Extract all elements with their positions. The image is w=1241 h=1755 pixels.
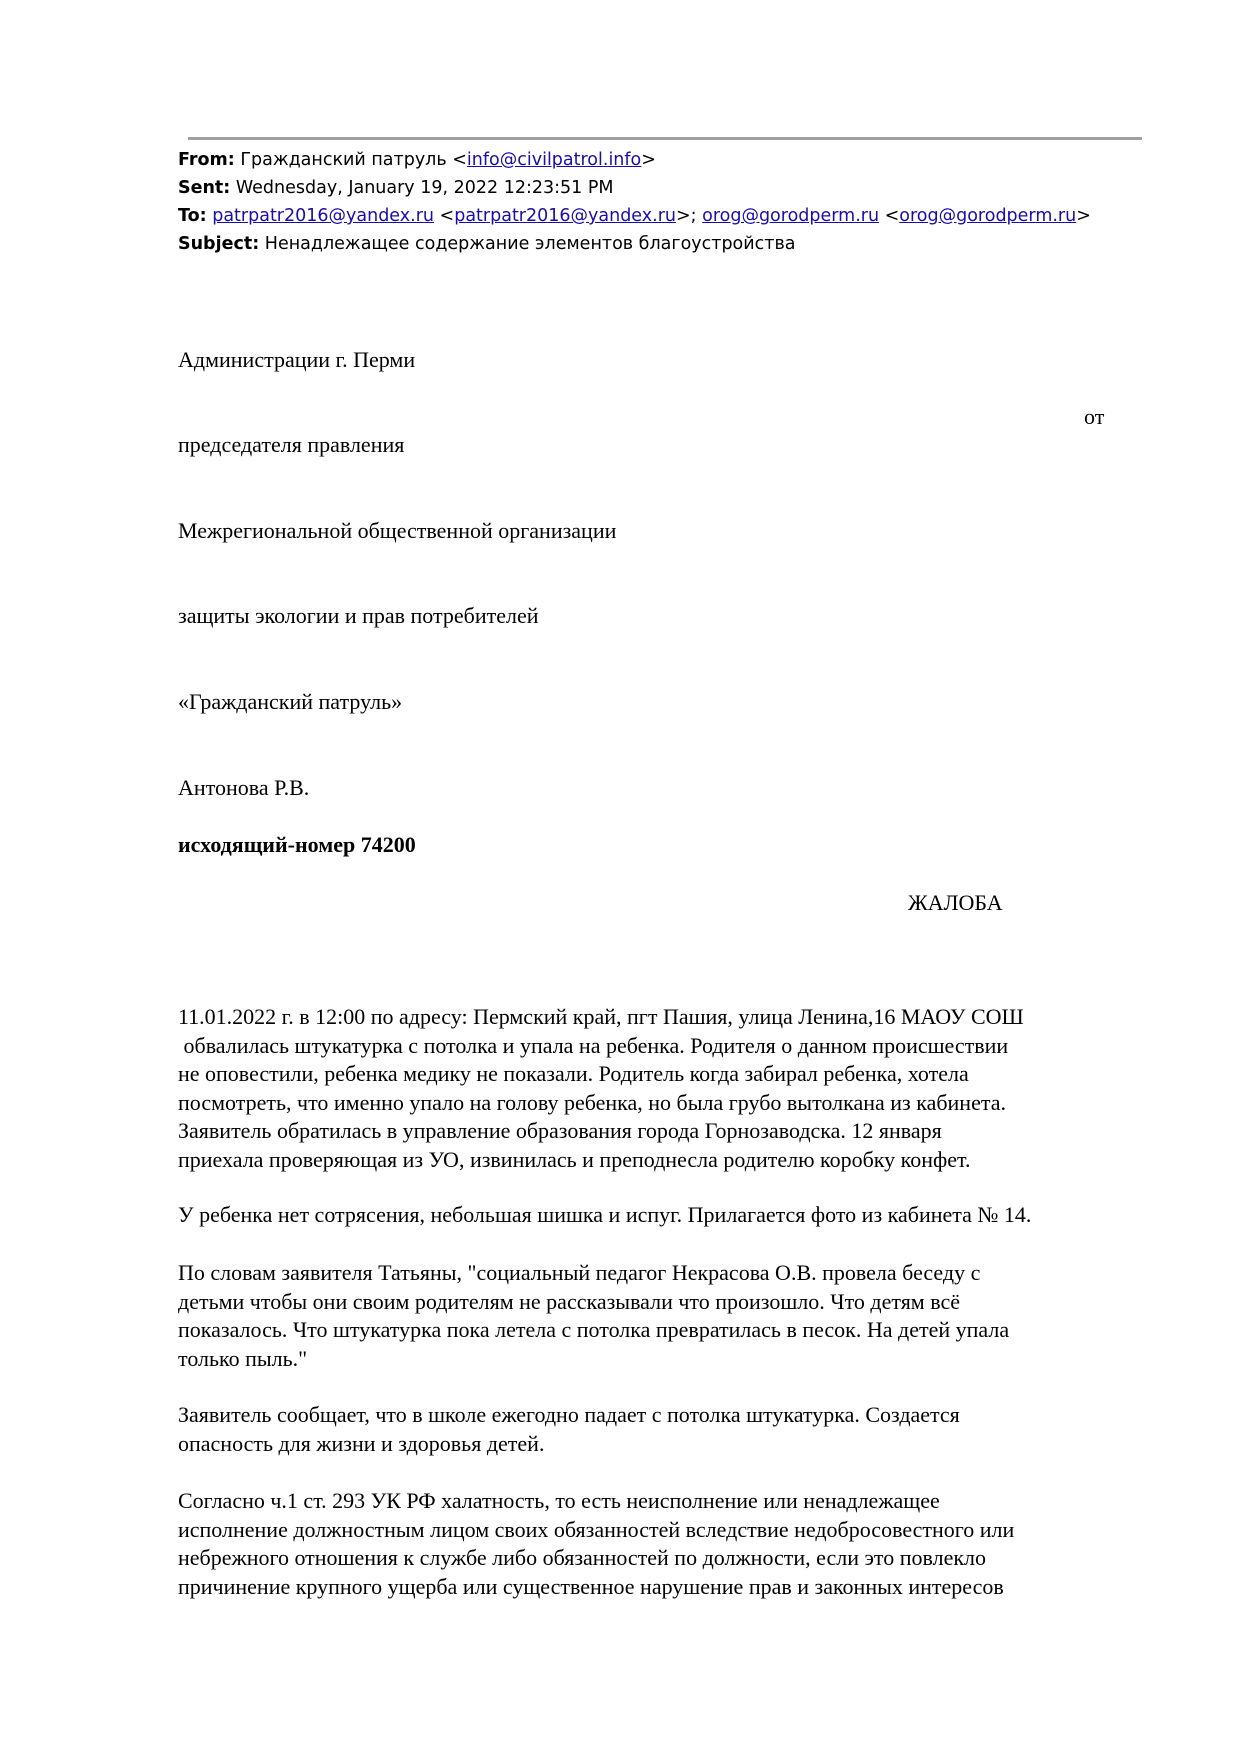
to-email-link-2[interactable]: orog@gorodperm.ru [702, 206, 880, 226]
paragraph-line: Заявитель обратилась в управление образования города Горнозаводска. 12 января [178, 1118, 942, 1144]
paragraph-line: причинение крупного ущерба или существенное нарушение прав и законных интересов [178, 1573, 1004, 1599]
paragraph-line: Согласно ч.1 ст. 293 УК РФ халатность, то есть неисполнение или ненадлежащее [178, 1488, 940, 1513]
to-label: To: [178, 206, 207, 226]
from-label: From: [178, 150, 235, 170]
paragraph-line: только пыль." [178, 1345, 308, 1371]
paragraph-line: исполнение должностным лицом своих обязанностей вследствие недобросовестного или [178, 1516, 1015, 1542]
sent-label: Sent: [178, 178, 231, 198]
paragraph-line: По словам заявителя Татьяны, "социальный педагог Некрасова О.В. провела беседу с [178, 1260, 981, 1285]
paragraph-line: детьми чтобы они своим родителям не рассказывали что произошло. Что детям всё [178, 1288, 961, 1314]
from-row: From: Гражданский патруль <info@civilpatrol.info> [178, 150, 656, 170]
body-paragraph-4 [178, 1401, 1178, 1458]
sent-value: Wednesday, January 19, 2022 12:23:51 PM [235, 178, 614, 198]
body-paragraph-5 [178, 1487, 1178, 1601]
outgoing-number: исходящий-номер 74200 [178, 832, 416, 857]
sender-line-4: «Гражданский патруль» [178, 689, 403, 714]
paragraph-line: обвалилась штукатурка с потолка и упала на ребенка. Родителя о данном происшествии [178, 1032, 1009, 1058]
to-email-link-1[interactable]: patrpatr2016@yandex.ru [212, 206, 434, 226]
sender-line-2: Межрегиональной общественной организации [178, 518, 617, 543]
paragraph-line: посмотреть, что именно упало на голову ребенка, но была грубо вытолкана из кабинета. [178, 1089, 1006, 1115]
paragraph-line: показалось. Что штукатурка пока летела с потолка превратилась в песок. На детей упала [178, 1317, 1010, 1343]
paragraph-line: опасность для жизни и здоровья детей. [178, 1430, 545, 1456]
body-paragraph-3 [178, 1259, 1178, 1373]
from-name: Гражданский патруль [240, 150, 447, 170]
sent-row [178, 174, 1178, 202]
to-email-bracket-link-2[interactable]: orog@gorodperm.ru [899, 206, 1077, 226]
paragraph-line: 11.01.2022 г. в 12:00 по адресу: Пермский край, пгт Пашия, улица Ленина,16 МАОУ СОШ [178, 1004, 1024, 1029]
email-header [178, 146, 1178, 258]
body-paragraph-2 [178, 1201, 1178, 1230]
to-row: To: patrpatr2016@yandex.ru <patrpatr2016@yandex.ru>; orog@gorodperm.ru <orog@gorodperm.ru> [178, 206, 1091, 226]
addressee: Администрации г. Перми [178, 347, 416, 372]
sender-name: Антонова Р.В. [178, 775, 310, 800]
header-separator [188, 137, 1142, 140]
subject-row [178, 230, 1178, 258]
sender-line-3: защиты экологии и прав потребителей [178, 603, 539, 628]
subject-label: Subject: [178, 234, 260, 254]
document-title: ЖАЛОБА [908, 890, 1003, 915]
paragraph-line: приехала проверяющая из УО, извинилась и преподнесла родителю коробку конфет. [178, 1146, 971, 1172]
sender-line-1: председателя правления [178, 432, 405, 457]
body-paragraph-1 [178, 1003, 1178, 1175]
paragraph-line: не оповестили, ребенка медику не показали. Родитель когда забирал ребенка, хотела [178, 1061, 969, 1087]
paragraph-line: небрежного отношения к службе либо обязанностей по должности, если это повлекло [178, 1545, 987, 1571]
paragraph-line: У ребенка нет сотрясения, небольшая шишка и испуг. Прилагается фото из кабинета № 14. [178, 1202, 1032, 1227]
from-word: от [1084, 404, 1105, 429]
subject-value: Ненадлежащее содержание элементов благоустройства [264, 234, 796, 254]
to-email-bracket-link-1[interactable]: patrpatr2016@yandex.ru [454, 206, 676, 226]
from-email-link[interactable]: info@civilpatrol.info [466, 150, 642, 170]
paragraph-line: Заявитель сообщает, что в школе ежегодно падает с потолка штукатурка. Создается [178, 1402, 960, 1427]
